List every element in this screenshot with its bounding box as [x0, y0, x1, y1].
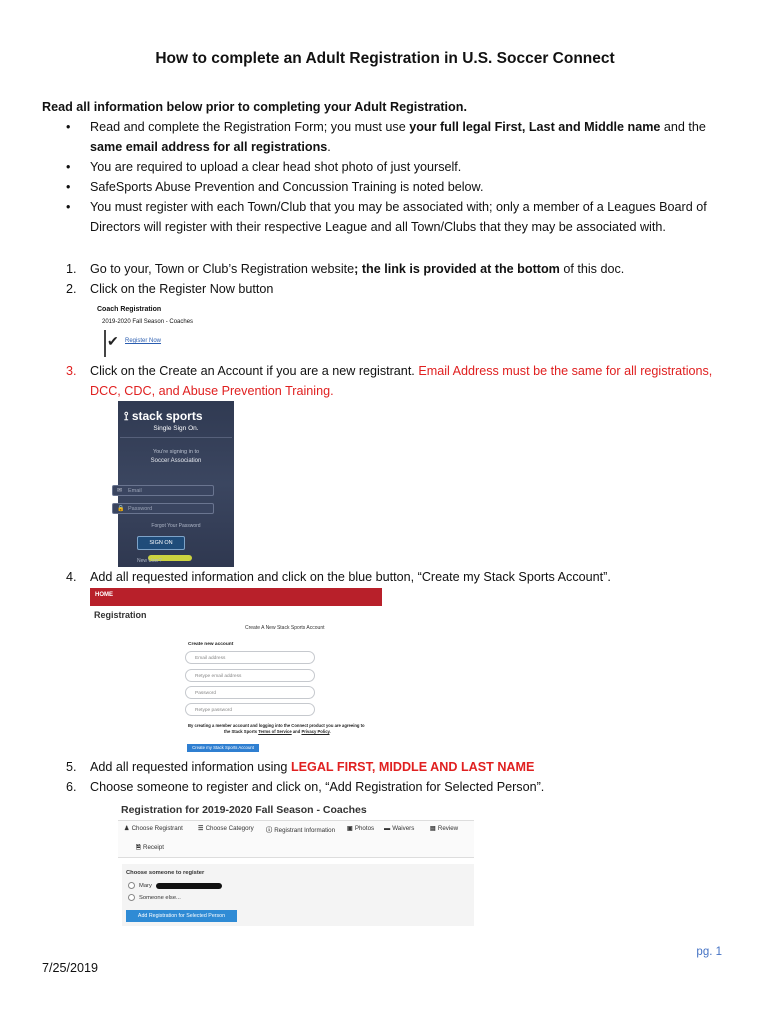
bullet-list	[62, 117, 742, 237]
create-account-button[interactable]: Create my Stack Sports Account	[187, 744, 259, 752]
divider	[104, 330, 106, 357]
registration-heading: Registration	[94, 610, 147, 620]
radio-icon	[128, 882, 135, 889]
create-account-subheading: Create A New Stack Sports Account	[245, 625, 325, 631]
step-1: 1. Go to your, Town or Club’s Registration website; the link is provided at the bottom of this doc.	[66, 262, 625, 276]
email-field[interactable]: ✉ Email	[112, 485, 214, 496]
forgot-password-link[interactable]: Forgot Your Password	[151, 523, 201, 529]
tab-waivers[interactable]: ▬ Waivers	[384, 825, 415, 832]
bullet-item: • Read and complete the Registration Form; you must use your full legal First, Last and Middle name and the	[62, 117, 742, 137]
privacy-policy-link[interactable]: Privacy Policy	[301, 729, 330, 734]
sign-on-button[interactable]: SIGN ON	[137, 536, 185, 550]
coach-registration-screenshot	[94, 304, 194, 358]
signing-in-label: You're signing in to	[152, 449, 200, 455]
season-label: 2019-2020 Fall Season - Coaches	[102, 319, 194, 325]
divider	[120, 437, 232, 438]
tab-registrant-information[interactable]: ⓘ Registrant Information	[266, 827, 336, 834]
step-5: 5. Add all requested information using LEGAL FIRST, MIDDLE AND LAST NAME	[66, 760, 535, 774]
radio-icon	[128, 894, 135, 901]
add-registration-button[interactable]: Add Registration for Selected Person	[126, 910, 237, 922]
home-nav-bar[interactable]: HOME	[90, 588, 382, 606]
info-icon: ⓘ	[266, 827, 273, 834]
coach-registration-heading: Coach Registration	[97, 306, 162, 313]
bullet-dot-icon: •	[66, 160, 71, 174]
option-mary[interactable]: Mary	[128, 882, 152, 889]
tab-choose-category[interactable]: ☰ Choose Category	[198, 825, 254, 832]
choose-someone-label: Choose someone to register	[126, 870, 205, 876]
intro-text: Read all information below prior to completing your Adult Registration.	[42, 100, 467, 114]
tab-review[interactable]: ▤ Review	[430, 825, 459, 832]
registration-season-title: Registration for 2019-2020 Fall Season - Coaches	[121, 804, 367, 816]
retype-email-input[interactable]: Retype email address	[185, 669, 315, 682]
checkmark-icon: ✔	[107, 333, 119, 349]
step-6: 6. Choose someone to register and click on, “Add Registration for Selected Person”.	[66, 780, 545, 794]
review-icon: ▤	[430, 825, 436, 832]
list-icon: ☰	[198, 825, 204, 832]
choose-registrant-screenshot	[118, 802, 474, 926]
tab-choose-registrant[interactable]: ♟ Choose Registrant	[124, 825, 183, 832]
step-2: 2. Click on the Register Now button	[66, 282, 274, 296]
step-3: 3. Click on the Create an Account if you are a new registrant. Email Address must be the same for all registrations, DCC, CDC, and Abuse Prevention Training.	[66, 364, 713, 398]
bullet-dot-icon: •	[66, 200, 71, 214]
photo-icon: ▣	[347, 825, 353, 832]
step-4: 4. Add all requested information and click on the blue button, “Create my Stack Sports Account”.	[66, 570, 611, 584]
waiver-icon: ▬	[384, 825, 391, 832]
email-icon: ✉	[117, 488, 123, 494]
bullet-dot-icon: •	[66, 180, 71, 194]
bullet-item: • You must register with each Town/Club that you may be associated with; only a member of a Leagues Board of	[62, 197, 742, 217]
receipt-icon: 🗎	[136, 844, 141, 851]
password-field[interactable]: 🔒 Password	[112, 503, 214, 514]
password-input[interactable]: Password	[185, 686, 315, 699]
bullet-dot-icon: •	[66, 120, 71, 134]
new-user-link[interactable]: New User?	[137, 558, 162, 564]
tab-photos[interactable]: ▣ Photos	[347, 825, 375, 832]
document-date: 7/25/2019	[42, 961, 99, 975]
terms-of-service-link[interactable]: Terms of Service	[258, 729, 292, 734]
create-new-account-label: Create new account	[188, 642, 234, 647]
bullet-item: • SafeSports Abuse Prevention and Concussion Training is noted below.	[62, 177, 742, 197]
bullet-item: same email address for all registrations.	[90, 140, 331, 154]
bullet-item: • You are required to upload a clear head shot photo of just yourself.	[62, 157, 742, 177]
document-title: How to complete an Adult Registration in U.S. Soccer Connect	[155, 50, 615, 67]
single-sign-on-label: Single Sign On.	[153, 425, 199, 432]
register-now-link[interactable]: Register Now	[125, 338, 162, 344]
step-tabs	[118, 820, 474, 858]
organization-name: Soccer Association	[150, 458, 202, 464]
sign-in-screenshot	[118, 401, 234, 567]
page-number: pg. 1	[696, 946, 722, 958]
bullet-item: Directors will register with their respective League and all Town/Clubs that they may be associated with.	[90, 220, 666, 234]
person-icon: ♟	[124, 825, 130, 832]
terms-text: By creating a member account and logging into the Connect product you are agreeing to the Stack Sports Terms of Service and Privacy Policy.	[188, 723, 365, 734]
choose-panel	[122, 864, 474, 926]
lock-icon: 🔒	[117, 506, 125, 512]
tab-receipt[interactable]: 🗎 Receipt	[136, 844, 164, 851]
email-address-input[interactable]: Email address	[185, 651, 315, 664]
option-someone-else[interactable]: Someone else...	[128, 894, 181, 901]
retype-password-input[interactable]: Retype password	[185, 703, 315, 716]
stack-sports-logo-icon: ⟟ stack sports	[124, 409, 203, 423]
create-account-screenshot	[90, 588, 382, 754]
redaction-mark	[156, 883, 222, 889]
